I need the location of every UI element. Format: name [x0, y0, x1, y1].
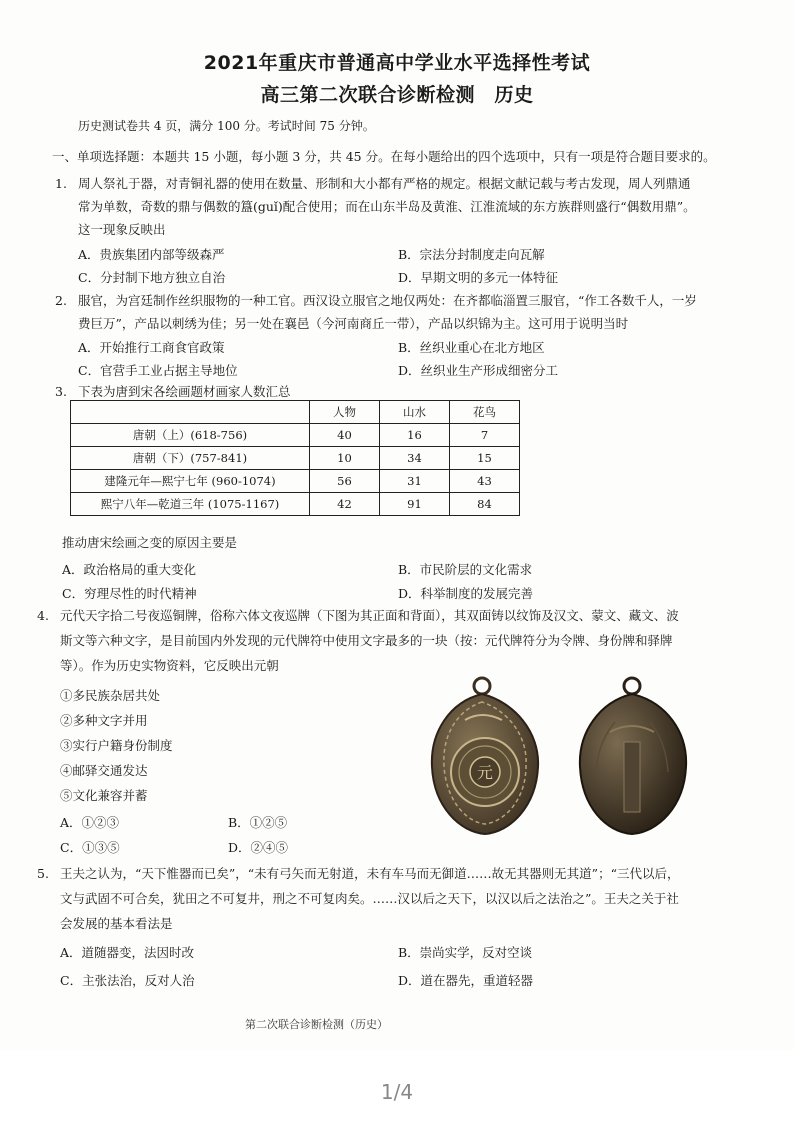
table-row: [71, 470, 520, 493]
option-c[interactable]: C．穷理尽性的时代精神: [62, 586, 197, 601]
table-cell: 7: [450, 424, 520, 447]
question-line: 文与武固不可合矣，犹田之不可复井，刑之不可复肉矣。……汉以后之天下，以汉以后之法治之”。王夫之关于社: [60, 891, 679, 906]
question-number: 2.: [55, 293, 67, 308]
option-b[interactable]: B．①②⑤: [228, 815, 288, 830]
table-cell: 唐朝（上）(618-756): [71, 424, 310, 447]
option-b[interactable]: B．市民阶层的文化需求: [398, 562, 533, 577]
page-indicator: 1/4: [380, 1080, 414, 1104]
table-cell: 42: [310, 493, 380, 516]
option-b[interactable]: B．宗法分封制度走向瓦解: [398, 247, 545, 262]
list-item: ⑤文化兼容并蓄: [60, 788, 148, 803]
plaque-back-image: [580, 678, 686, 834]
table-cell: 34: [380, 447, 450, 470]
list-item: ②多种文字并用: [60, 713, 148, 728]
list-item: ④邮驿交通发达: [60, 763, 148, 778]
exam-title: 2021年重庆市普通高中学业水平选择性考试: [203, 52, 591, 74]
table-row: [71, 447, 520, 470]
option-a[interactable]: A．政治格局的重大变化: [62, 562, 197, 577]
option-d[interactable]: D．丝织业生产形成细密分工: [398, 363, 559, 378]
page-footer: 第二次联合诊断检测（历史）: [245, 1018, 388, 1031]
plaque-center-glyph: 元: [476, 763, 494, 782]
table-header-cell: 山水: [380, 401, 450, 424]
table-header-cell: 花鸟: [450, 401, 520, 424]
table-cell: 56: [310, 470, 380, 493]
exam-subtitle: 高三第二次联合诊断检测 历史: [260, 84, 534, 106]
table-header-cell: 人物: [310, 401, 380, 424]
table-cell: 建隆元年—熙宁七年 (960-1074): [71, 470, 310, 493]
option-a[interactable]: A．①②③: [60, 815, 120, 830]
question-number: 5.: [37, 866, 49, 881]
table-cell: 84: [450, 493, 520, 516]
table-cell: 43: [450, 470, 520, 493]
question-line: 下表为唐到宋各绘画题材画家人数汇总: [78, 384, 291, 399]
table-header-cell: [71, 401, 310, 424]
table-row: [71, 493, 520, 516]
plaque-front-image: [432, 678, 538, 834]
question-stem: 推动唐宋绘画之变的原因主要是: [62, 535, 238, 550]
option-d[interactable]: D．早期文明的多元一体特征: [398, 270, 559, 285]
table-cell: 31: [380, 470, 450, 493]
question-line: 会发展的基本看法是: [60, 916, 173, 931]
option-c[interactable]: C．①③⑤: [60, 840, 120, 855]
question-line: 元代天字拾二号夜巡铜牌，俗称六体文夜巡牌（下图为其正面和背面），其双面铸以纹饰及汉文、蒙文、藏文、波: [60, 608, 679, 623]
question-line: 服官，为宫廷制作丝织服物的一种工官。西汉设立服官之地仅两处：在齐都临淄置三服官，“作工各数千人，一岁: [78, 293, 697, 308]
option-b[interactable]: B．崇尚实学，反对空谈: [398, 945, 533, 960]
section-heading: 一、单项选择题：本题共 15 小题，每小题 3 分，共 45 分。在每小题给出的四个选项中，只有一项是符合题目要求的。: [52, 149, 716, 164]
table-header-row: [71, 401, 520, 424]
option-c[interactable]: C．主张法治，反对人治: [60, 973, 195, 988]
option-d[interactable]: D．②④⑤: [228, 840, 289, 855]
list-item: ③实行户籍身份制度: [60, 738, 173, 753]
bronze-plaque-photos: [410, 672, 710, 842]
option-a[interactable]: A．开始推行工商食官政策: [78, 340, 225, 355]
table-cell: 熙宁八年—乾道三年 (1075-1167): [71, 493, 310, 516]
table-cell: 15: [450, 447, 520, 470]
option-a[interactable]: A．道随器变，法因时改: [60, 945, 195, 960]
question-line: 斯文等六种文字，是目前国内外发现的元代牌符中使用文字最多的一块（按：元代牌符分为令牌、身份牌和驿牌: [60, 633, 673, 648]
option-c[interactable]: C．官营手工业占据主导地位: [78, 363, 238, 378]
exam-info: 历史测试卷共 4 页，满分 100 分。考试时间 75 分钟。: [78, 119, 375, 133]
table-cell: 40: [310, 424, 380, 447]
table-cell: 91: [380, 493, 450, 516]
question-line: 费巨万”，产品以刺绣为佳；另一处在襄邑（今河南商丘一带），产品以织锦为主。这可用于说明当时: [78, 316, 629, 331]
table-cell: 16: [380, 424, 450, 447]
table-row: [71, 424, 520, 447]
table-cell: 10: [310, 447, 380, 470]
question-line: 等）。作为历史实物资料，它反映出元朝: [60, 658, 279, 673]
option-d[interactable]: D．道在器先，重道轻器: [398, 973, 534, 988]
question-line: 常为单数，奇数的鼎与偶数的簋(guǐ)配合使用；而在山东半岛及黄淮、江淮流域的东方族群则盛行“偶数用鼎”。: [78, 199, 696, 214]
question-number: 1.: [55, 176, 67, 191]
option-a[interactable]: A．贵族集团内部等级森严: [78, 247, 225, 262]
question-line: 王夫之认为，“天下惟器而已矣”，“未有弓矢而无射道，未有车马而无御道……故无其器则无其道”；“三代以后，: [60, 866, 680, 881]
table-cell: 唐朝（下）(757-841): [71, 447, 310, 470]
question-number: 3.: [55, 384, 67, 399]
list-item: ①多民族杂居共处: [60, 688, 161, 703]
option-d[interactable]: D．科举制度的发展完善: [398, 586, 534, 601]
question-number: 4.: [37, 608, 49, 623]
question-line: 周人祭礼于器，对青铜礼器的使用在数量、形制和大小都有严格的规定。根据文献记载与考古发现，周人列鼎通: [78, 176, 691, 191]
painter-count-table: [70, 400, 520, 516]
option-b[interactable]: B．丝织业重心在北方地区: [398, 340, 545, 355]
question-line: 这一现象反映出: [78, 222, 166, 237]
option-c[interactable]: C．分封制下地方独立自治: [78, 270, 226, 285]
